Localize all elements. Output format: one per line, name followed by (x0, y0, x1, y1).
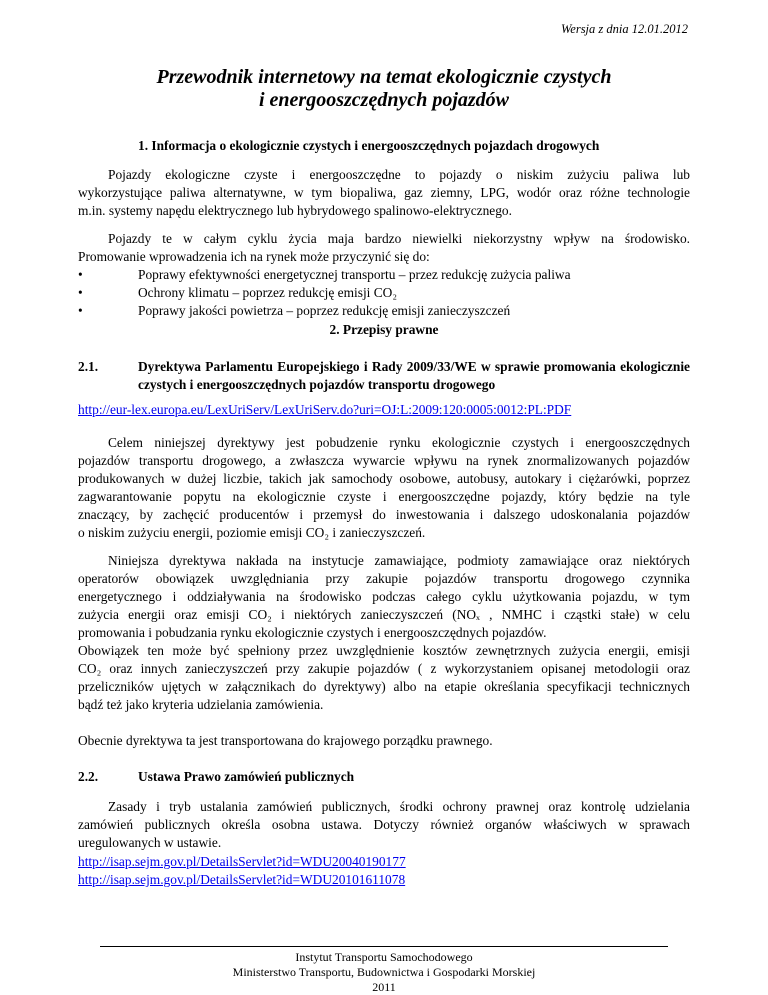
text-line: m.in. systemy napędu elektrycznego lub hybrydowego spalinowo-elektrycznego. (78, 203, 512, 218)
text-line: Niniejsza dyrektywa nakłada na instytucje zamawiające, podmioty zamawiające oraz niektórych (108, 553, 690, 568)
text-line: zagwarantowanie popytu na ekologicznie czyste i energooszczędne pojazdy, który będzie na tyle (78, 489, 690, 504)
subsection-2-1-paragraph-1 (78, 434, 690, 542)
text-line: wykorzystujące paliwa alternatywne, w tym biopaliwa, gaz ziemny, LPG, wodór oraz różne technologie (78, 185, 690, 200)
text-line: Zasady i tryb ustalania zamówień publicznych, środki ochrony prawnej oraz kontrolę udzielania (108, 799, 690, 814)
subsection-2-1-paragraph-3 (78, 732, 690, 750)
text-line: bądź też jako kryteria udzielania zamówienia. (78, 697, 324, 712)
section-2-heading: 2. Przepisy prawne (329, 322, 439, 337)
section-1-heading: 1. Informacja o ekologicznie czystych i energooszczędnych pojazdach drogowych (138, 138, 600, 153)
footer-institute: Instytut Transportu Samochodowego (295, 950, 473, 964)
text-line: przeliczników ujętych w załącznikach do dyrektywy) albo na etapie określania specyfikacji technicznych (78, 679, 690, 694)
text-line: Obowiązek ten może być spełniony przez uwzględnienie kosztów zewnętrznych zużycia energii, emisji (78, 643, 690, 658)
text-line: pojazdów transportu drogowego, a zwłaszcza wywarcie wpływu na rynek znormalizowanych pojazdów (78, 453, 690, 468)
section-1-paragraph-2 (78, 230, 690, 266)
footer-ministry: Ministerstwo Transportu, Budownictwa i Gospodarki Morskiej (232, 965, 536, 979)
bullet-text: Ochrony klimatu – poprzez redukcję emisji CO₂ (138, 285, 398, 300)
text-line: zużycia energii oraz emisji CO₂ i niektórych zanieczyszczeń (NOₓ , NMHC i cząstki stałe) w celu (78, 607, 690, 622)
section-1-paragraph-1 (78, 166, 690, 220)
text-line: Promowanie wprowadzenia ich na rynek może przyczynić się do: (78, 249, 430, 264)
text-line: promowania i pobudzania rynku ekologicznie czystych i energooszczędnych pojazdów. (78, 625, 547, 640)
subsection-2-1-paragraph-2 (78, 552, 690, 714)
isap-link-2[interactable]: http://isap.sejm.gov.pl/DetailsServlet?id=WDU20101611078 (78, 872, 406, 887)
bullet-icon: • (78, 303, 83, 318)
title-line-2: i energooszczędnych pojazdów (259, 89, 509, 111)
text-line: CO₂ oraz innych zanieczyszczeń przy zakupie pojazdów ( z wykorzystaniem opisanej metodologii oraz (78, 661, 690, 676)
bullet-icon: • (78, 267, 83, 282)
text-line: Pojazdy ekologiczne czyste i energooszczędne to pojazdy o niskim zużyciu paliwa lub (108, 167, 690, 182)
text-line: o niskim zużyciu energii, poziomie emisji CO₂ i zanieczyszczeń. (78, 525, 426, 540)
text-line: Celem niniejszej dyrektywy jest pobudzenie rynku ekologicznie czystych i energooszczędnych (108, 435, 690, 450)
text-line: energetycznego i oddziaływania na środowisko podczas całego cyklu użytkowania pojazdu, w tym (78, 589, 690, 604)
footer-divider (100, 946, 668, 947)
subsection-2-2-paragraph (78, 798, 690, 852)
text-line: Pojazdy te w całym cyklu życia maja bardzo niewielki niekorzystny wpływ na środowisko. (108, 231, 690, 246)
subsection-number: 2.1. (78, 359, 99, 374)
text-line: produkowanych w dużej liczbie, takich jak samochody osobowe, autobusy, autokary i ciężarówki, poprzez (78, 471, 690, 486)
bullet-icon: • (78, 285, 83, 300)
text-line: znaczący, by zachęcić producentów i przemysł do inwestowania i dalszego udoskonalania pojazdów (78, 507, 690, 522)
bullet-text: Poprawy jakości powietrza – poprzez redukcję emisji zanieczyszczeń (138, 303, 511, 318)
text-line: Obecnie dyrektywa ta jest transportowana do krajowego porządku prawnego. (78, 733, 493, 748)
version-date: Wersja z dnia 12.01.2012 (561, 22, 688, 36)
subsection-title: Dyrektywa Parlamentu Europejskiego i Rady 2009/33/WE w sprawie promowania ekologicznie czystych i energooszczędnych pojazdów transportu drogowego (138, 359, 690, 392)
text-line: uregulowanych w ustawie. (78, 835, 222, 850)
bullet-text: Poprawy efektywności energetycznej transportu – przez redukcję zużycia paliwa (138, 267, 571, 282)
isap-link-1[interactable]: http://isap.sejm.gov.pl/DetailsServlet?id=WDU20040190177 (78, 854, 406, 869)
title-line-1: Przewodnik internetowy na temat ekologicznie czystych (156, 66, 612, 88)
text-line: operatorów obowiązek uwzględniania przy zakupie pojazdów transportu drogowego czynnika (78, 571, 690, 586)
document-title (0, 66, 768, 112)
eur-lex-link[interactable]: http://eur-lex.europa.eu/LexUriServ/LexUriServ.do?uri=OJ:L:2009:120:0005:0012:PL:PDF (78, 402, 572, 417)
footer-year: 2011 (372, 980, 396, 994)
subsection-title: Ustawa Prawo zamówień publicznych (138, 769, 355, 784)
text-line: zamówień publicznych określa osobna ustawa. Dotyczy również organów właściwych w sprawach (78, 817, 690, 832)
subsection-number: 2.2. (78, 769, 99, 784)
